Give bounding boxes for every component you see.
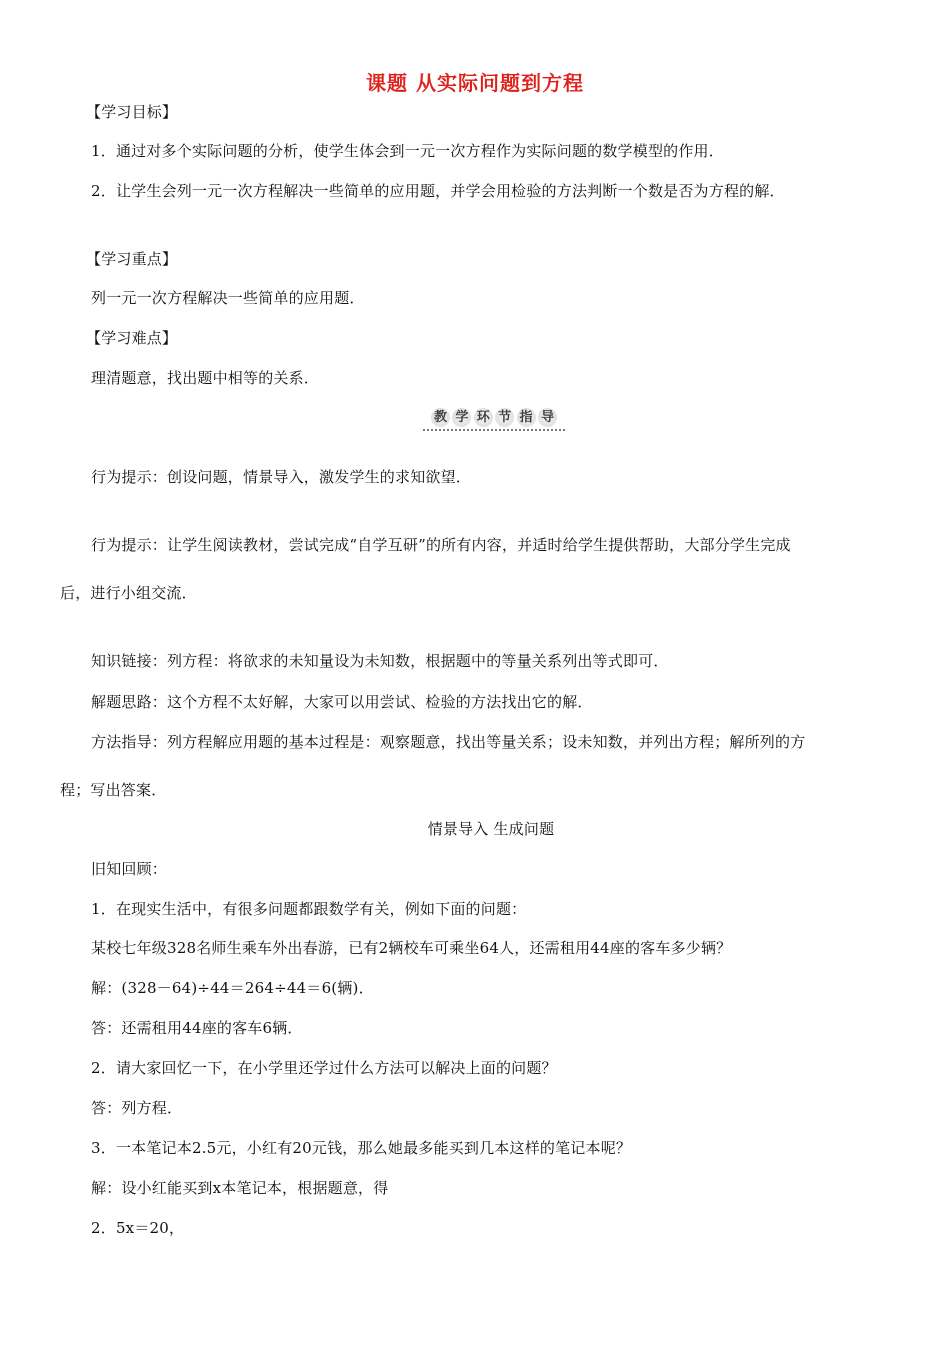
knowledge-link: 知识链接：列方程：将欲求的未知量设为未知数，根据题中的等量关系列出等式即可． <box>91 652 669 670</box>
review-heading: 旧知回顾： <box>91 860 168 878</box>
solution-setup: 解：设小红能买到x本笔记本，根据题意，得 <box>91 1179 389 1197</box>
objective-2: 2．让学生会列一元一次方程解决一些简单的应用题，并学会用检验的方法判断一个数是否为方程的解． <box>91 182 785 200</box>
key-point-text: 列一元一次方程解决一些简单的应用题． <box>91 289 365 307</box>
banner-char: 指 <box>517 408 536 427</box>
banner-char: 教 <box>431 408 450 427</box>
method-guide: 方法指导：列方程解应用题的基本过程是：观察题意，找出等量关系；设未知数，并列出方程；解所列的方 <box>91 733 806 751</box>
section-heading-key-points: 【学习重点】 <box>86 250 178 268</box>
section-heading-objectives: 【学习目标】 <box>86 103 178 121</box>
equation-line: 2．5x＝20， <box>91 1219 185 1237</box>
banner-char: 环 <box>474 408 493 427</box>
document-title: 课题 从实际问题到方程 <box>366 71 584 95</box>
solution-idea: 解题思路：这个方程不太好解，大家可以用尝试、检验的方法找出它的解． <box>91 693 593 711</box>
review-item-3: 3．一本笔记本2.5元，小红有20元钱，那么她最多能买到几本这样的笔记本呢？ <box>91 1139 632 1157</box>
answer-line-2: 答：列方程． <box>91 1099 183 1117</box>
banner-divider <box>423 429 565 431</box>
banner-char: 学 <box>452 408 471 427</box>
problem-statement: 某校七年级328名师生乘车外出春游，已有2辆校车可乘坐64人，还需租用44座的客车多少辆？ <box>91 939 732 957</box>
review-item-1: 1．在现实生活中，有很多问题都跟数学有关，例如下面的问题： <box>91 900 527 918</box>
answer-line: 答：还需租用44座的客车6辆． <box>91 1019 303 1037</box>
review-item-2: 2．请大家回忆一下，在小学里还学过什么方法可以解决上面的问题？ <box>91 1059 557 1077</box>
banner-char: 节 <box>495 408 514 427</box>
banner-char: 导 <box>538 408 557 427</box>
objective-1: 1．通过对多个实际问题的分析，使学生体会到一元一次方程作为实际问题的数学模型的作用． <box>91 142 724 160</box>
teaching-guide-banner <box>423 405 565 431</box>
behavior-hint-1: 行为提示：创设问题，情景导入，激发学生的求知欲望． <box>91 468 472 486</box>
section-heading-scenario: 情景导入 生成问题 <box>427 820 555 838</box>
behavior-hint-2: 行为提示：让学生阅读教材，尝试完成“自学互研”的所有内容，并适时给学生提供帮助，大部分学生完成 <box>91 536 791 554</box>
section-heading-difficulties: 【学习难点】 <box>86 329 178 347</box>
method-guide-continued: 程；写出答案． <box>60 781 167 799</box>
solution-line: 解：(328－64)÷44＝264÷44＝6(辆)． <box>91 979 374 997</box>
difficulty-text: 理清题意，找出题中相等的关系． <box>91 369 320 387</box>
behavior-hint-2-continued: 后，进行小组交流． <box>60 584 197 602</box>
